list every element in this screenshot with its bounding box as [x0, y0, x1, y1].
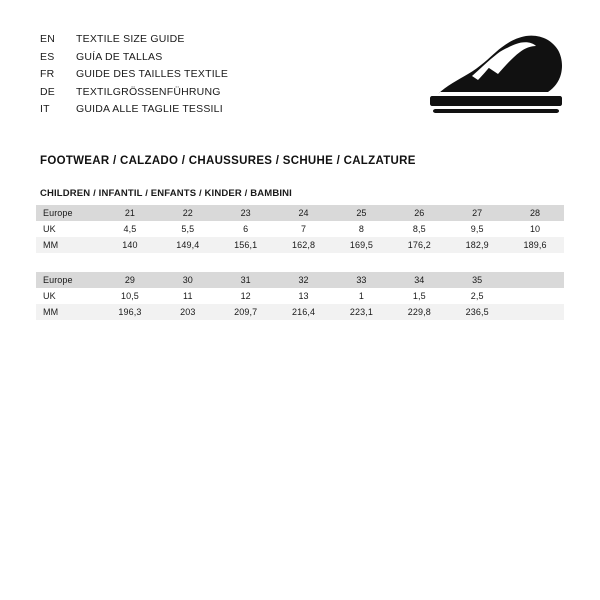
page-title: FOOTWEAR / CALZADO / CHAUSSURES / SCHUHE / CALZATURE — [40, 155, 416, 167]
language-label: TEXTILGRÖSSENFÜHRUNG — [76, 85, 221, 98]
list-item — [40, 103, 370, 121]
row-label: UK — [36, 288, 101, 304]
table-cell: 1 — [333, 288, 391, 304]
table-cell: 8,5 — [390, 221, 448, 237]
row-label: Europe — [36, 205, 101, 221]
row-label: Europe — [36, 272, 101, 288]
language-code: DE — [40, 85, 55, 98]
table-cell: 149,4 — [159, 237, 217, 253]
table-cell: 5,5 — [159, 221, 217, 237]
table-cell: 203 — [159, 304, 217, 320]
table-cell: 162,8 — [275, 237, 333, 253]
language-legend — [40, 33, 370, 121]
table-cell: 25 — [333, 205, 391, 221]
table-row — [36, 237, 564, 253]
language-code: ES — [40, 50, 55, 63]
table-row — [36, 221, 564, 237]
row-label: UK — [36, 221, 101, 237]
section-subtitle: CHILDREN / INFANTIL / ENFANTS / KINDER / BAMBINI — [40, 188, 292, 199]
table-cell: 223,1 — [333, 304, 391, 320]
table-cell: 24 — [275, 205, 333, 221]
table-cell: 4,5 — [101, 221, 159, 237]
table-cell: 32 — [275, 272, 333, 288]
list-item — [40, 33, 370, 51]
table-cell: 140 — [101, 237, 159, 253]
list-item — [40, 51, 370, 69]
table-row — [36, 304, 564, 320]
language-label: GUIDA ALLE TAGLIE TESSILI — [76, 103, 223, 115]
table-cell: 176,2 — [390, 237, 448, 253]
table-cell: 182,9 — [448, 237, 506, 253]
language-code: EN — [40, 33, 55, 45]
language-label: TEXTILE SIZE GUIDE — [76, 33, 185, 45]
table-row — [36, 272, 564, 288]
table-row — [36, 288, 564, 304]
table-cell: 28 — [506, 205, 564, 221]
table-cell: 35 — [448, 272, 506, 288]
table-cell: 12 — [217, 288, 275, 304]
table-cell: 10 — [506, 221, 564, 237]
table-cell: 27 — [448, 205, 506, 221]
table-cell — [506, 272, 564, 288]
table-cell: 29 — [101, 272, 159, 288]
table-cell: 236,5 — [448, 304, 506, 320]
table-cell: 169,5 — [333, 237, 391, 253]
table-cell: 21 — [101, 205, 159, 221]
table-cell: 229,8 — [390, 304, 448, 320]
list-item — [40, 68, 370, 86]
table-cell: 31 — [217, 272, 275, 288]
language-code: IT — [40, 103, 50, 115]
table-cell: 10,5 — [101, 288, 159, 304]
table-cell: 156,1 — [217, 237, 275, 253]
table-cell: 216,4 — [275, 304, 333, 320]
table-cell: 7 — [275, 221, 333, 237]
table-cell: 26 — [390, 205, 448, 221]
table-cell: 196,3 — [101, 304, 159, 320]
table-cell: 9,5 — [448, 221, 506, 237]
language-label: GUÍA DE TALLAS — [76, 50, 163, 63]
table-cell: 2,5 — [448, 288, 506, 304]
table-cell: 22 — [159, 205, 217, 221]
table-cell: 30 — [159, 272, 217, 288]
table-cell — [506, 304, 564, 320]
language-code: FR — [40, 68, 55, 80]
table-cell: 189,6 — [506, 237, 564, 253]
list-item — [40, 86, 370, 104]
row-label: MM — [36, 237, 101, 253]
table-cell: 33 — [333, 272, 391, 288]
size-table-children-large — [36, 272, 564, 320]
table-cell: 34 — [390, 272, 448, 288]
table-cell: 209,7 — [217, 304, 275, 320]
table-cell — [506, 288, 564, 304]
sneaker-icon — [428, 30, 564, 116]
table-cell: 11 — [159, 288, 217, 304]
table-cell: 6 — [217, 221, 275, 237]
size-table-children-small — [36, 205, 564, 253]
table-cell: 23 — [217, 205, 275, 221]
table-cell: 1,5 — [390, 288, 448, 304]
row-label: MM — [36, 304, 101, 320]
table-cell: 13 — [275, 288, 333, 304]
language-label: GUIDE DES TAILLES TEXTILE — [76, 68, 229, 80]
table-row — [36, 205, 564, 221]
table-cell: 8 — [333, 221, 391, 237]
